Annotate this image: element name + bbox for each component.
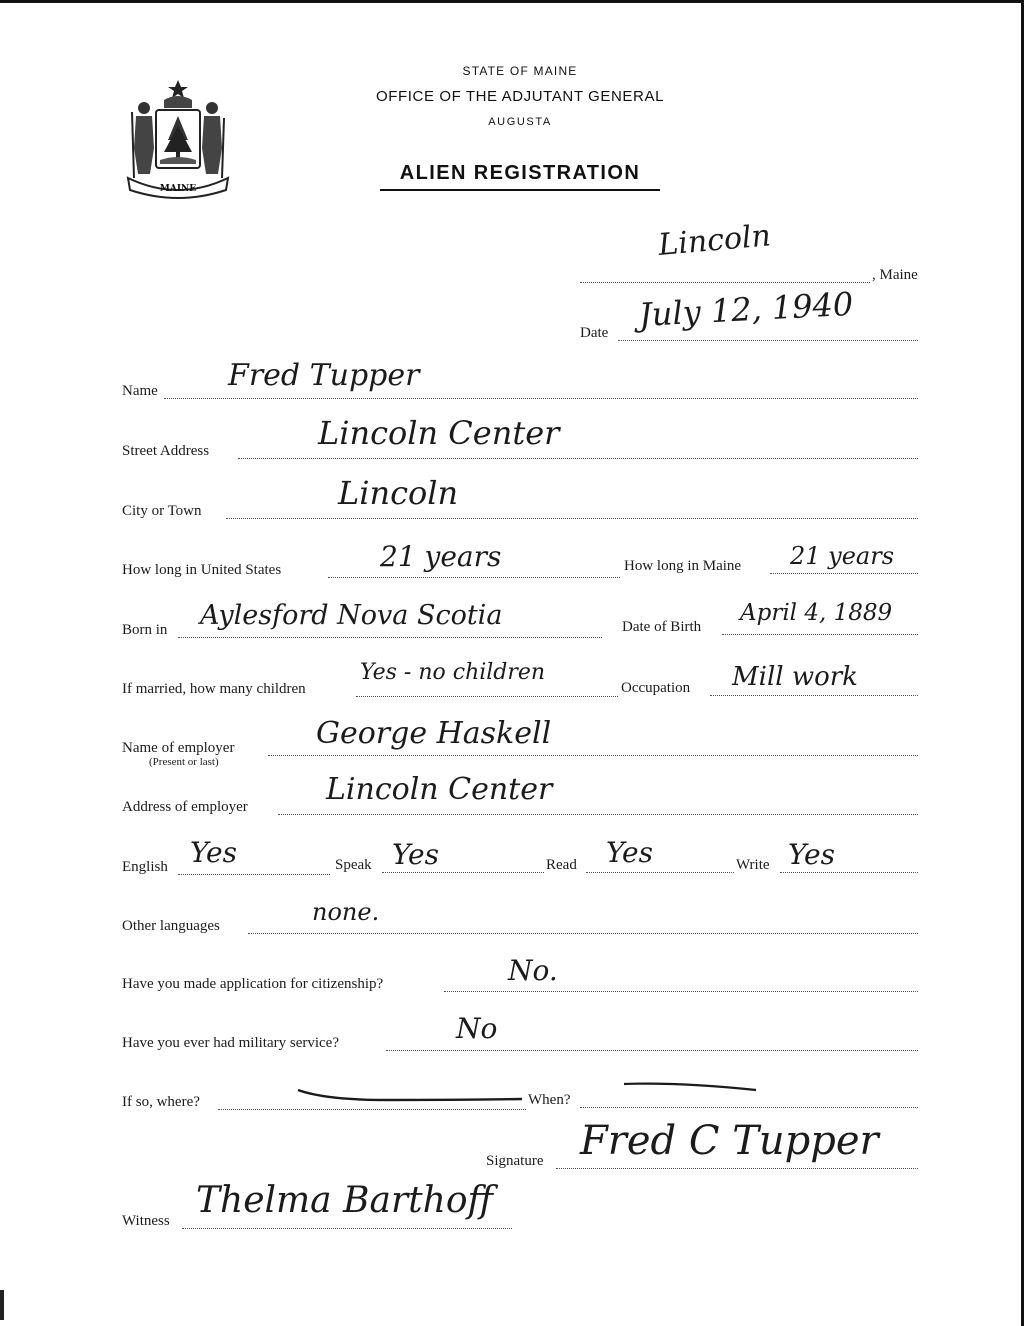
languages-label: Other languages [122,918,220,934]
citizenship-line [444,991,918,992]
place-value[interactable]: Lincoln [656,218,773,263]
write-value[interactable]: Yes [788,838,835,871]
street-value[interactable]: Lincoln Center [318,414,560,452]
title-underline [380,189,660,191]
name-value[interactable]: Fred Tupper [228,358,420,393]
date-line [618,340,918,341]
citizenship-label: Have you made application for citizenship? [122,976,384,992]
children-line [356,696,618,697]
born-label: Born in [122,622,168,638]
date-label: Date [580,325,609,341]
town-line [226,518,918,519]
us-time-label: How long in United States [122,562,282,578]
military-label: Have you ever had military service? [122,1035,339,1051]
scan-edge-mark [0,1290,4,1320]
street-line [238,458,918,459]
military-value[interactable]: No [456,1012,498,1045]
street-label: Street Address [122,443,210,459]
occupation-line [710,695,918,696]
languages-value[interactable]: none. [312,898,380,926]
employer-address-label: Address of employer [122,799,248,815]
witness-value[interactable]: Thelma Barthoff [196,1180,494,1221]
dob-value[interactable]: April 4, 1889 [740,600,893,626]
maine-time-line [770,573,918,574]
where-dash-stroke [296,1086,526,1106]
employer-sublabel: (Present or last) [149,756,219,768]
employer-value[interactable]: George Haskell [316,716,552,751]
write-line [780,872,918,873]
place-line [580,282,870,283]
signature-line [556,1168,918,1169]
where-label: If so, where? [122,1094,200,1110]
office-heading: OFFICE OF THE ADJUTANT GENERAL [375,88,665,105]
seal-banner-text: MAINE [159,184,197,194]
maine-time-label: How long in Maine [624,558,742,574]
english-label: English [122,859,168,875]
form-title: ALIEN REGISTRATION [399,162,641,184]
where-line [218,1109,526,1110]
read-line [586,872,734,873]
maine-state-seal [122,78,234,200]
english-line [178,874,330,875]
when-label: When? [528,1092,571,1108]
name-label: Name [122,383,158,399]
employer-line [268,755,918,756]
occupation-value[interactable]: Mill work [732,662,858,692]
read-value[interactable]: Yes [606,836,653,869]
speak-value[interactable]: Yes [392,838,439,871]
citizenship-value[interactable]: No. [508,954,558,987]
children-value[interactable]: Yes - no children [360,660,546,685]
born-value[interactable]: Aylesford Nova Scotia [200,600,503,631]
born-line [178,637,602,638]
children-label: If married, how many children [122,681,306,697]
us-time-line [328,577,620,578]
witness-label: Witness [122,1213,170,1229]
state-heading: STATE OF MAINE [462,64,578,78]
maine-time-value[interactable]: 21 years [790,542,895,570]
languages-line [248,933,918,934]
employer-label: Name of employer [122,740,235,756]
employer-address-value[interactable]: Lincoln Center [326,772,553,807]
witness-line [182,1228,512,1229]
us-time-value[interactable]: 21 years [380,540,502,573]
write-label: Write [736,857,770,873]
place-suffix: , Maine [872,267,918,283]
read-label: Read [546,857,577,873]
speak-label: Speak [335,857,372,873]
employer-address-line [278,814,918,815]
when-dash-stroke [620,1080,760,1094]
dob-label: Date of Birth [622,619,702,635]
scan-edge-top [0,0,1024,3]
dob-line [722,634,918,635]
date-value[interactable]: July 12, 1940 [638,284,855,334]
town-label: City or Town [122,503,202,519]
signature-value[interactable]: Fred C Tupper [580,1118,879,1164]
name-line [164,398,918,399]
military-line [386,1050,918,1051]
signature-label: Signature [486,1153,544,1169]
english-value[interactable]: Yes [190,836,237,869]
town-value[interactable]: Lincoln [338,474,459,512]
speak-line [382,872,544,873]
city-heading: AUGUSTA [488,116,552,128]
when-line [580,1107,918,1108]
occupation-label: Occupation [621,680,691,696]
